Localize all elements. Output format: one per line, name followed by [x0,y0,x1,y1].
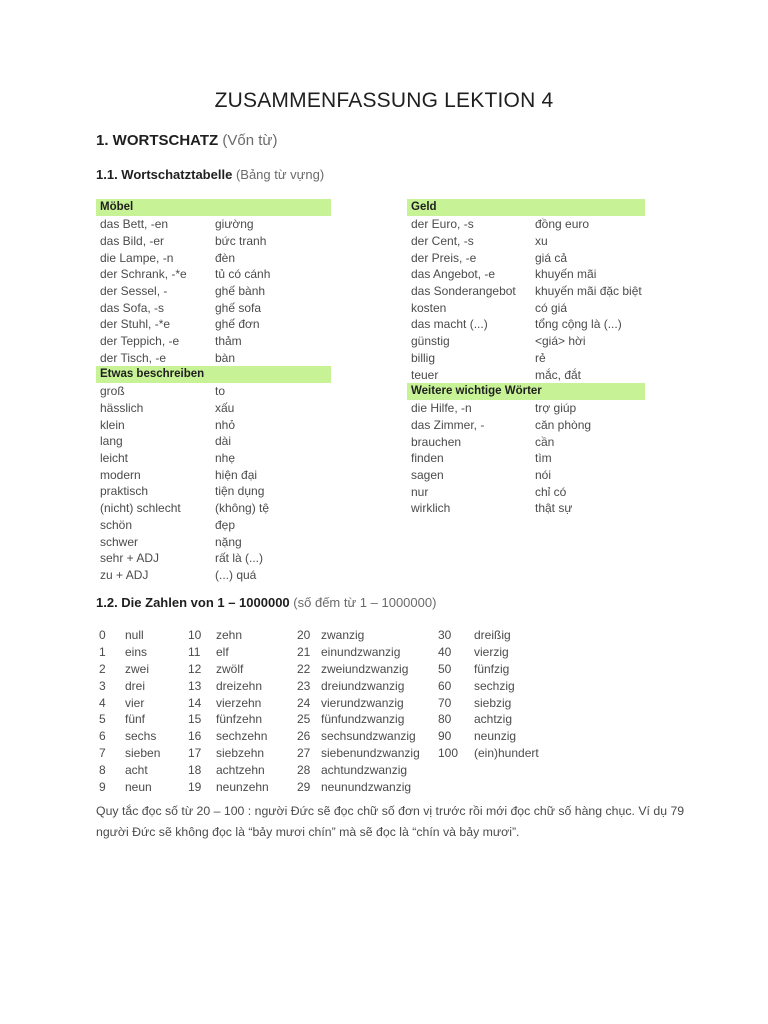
number-word: fünfundzwanzig [321,712,405,727]
note-line: Quy tắc đọc số từ 20 – 100 : người Đức sẽ đọc chữ số đơn vị trước rồi mới đọc chữ số hàng chục. Ví dụ 79 [96,804,685,818]
section-heading-label: 1. WORTSCHATZ [96,132,219,149]
section-heading-wortschatz [96,132,277,149]
number-digit: 29 [297,779,311,794]
vietnamese-translation: giá cả [535,250,568,265]
number-word: vierzig [474,645,509,660]
number-digit: 19 [188,779,202,794]
vocab-row [407,433,645,450]
vocab-table-geld [407,199,645,383]
number-row [188,644,269,661]
vietnamese-translation: chỉ có [535,484,567,499]
number-digit: 0 [99,628,106,643]
vocab-row [96,550,331,567]
german-term: der Sessel, - [100,284,168,299]
number-word: neunzig [474,729,517,744]
vietnamese-translation: to [215,384,226,399]
german-term: brauchen [411,434,462,449]
number-word: achtzig [474,712,513,727]
number-digit: 10 [188,628,202,643]
number-digit: 40 [438,645,452,660]
numbers-column-0-9 [99,627,160,795]
number-word: vier [125,695,145,710]
number-row [438,745,539,762]
german-term: praktisch [100,484,149,499]
german-term: die Hilfe, -n [411,401,472,416]
number-row [438,711,539,728]
german-term: der Stuhl, -*e [100,317,171,332]
number-digit: 9 [99,779,106,794]
number-word: vierundzwanzig [321,695,404,710]
number-word: drei [125,678,146,693]
number-row [188,778,269,795]
vocab-row [96,450,331,467]
german-term: das Sonderangebot [411,284,516,299]
vietnamese-translation: có giá [535,300,568,315]
number-word: dreizehn [216,678,263,693]
german-term: der Preis, -e [411,250,477,265]
vocab-table-header: Möbel [96,199,331,216]
number-digit: 25 [297,712,311,727]
vocab-row [96,216,331,233]
vocab-row [407,366,645,383]
number-row [99,677,160,694]
vietnamese-translation: tổng cộng là (...) [535,317,622,332]
german-term: das Bett, -en [100,217,169,232]
vocab-row [96,233,331,250]
number-digit: 60 [438,678,452,693]
vietnamese-translation: thật sự [535,501,573,516]
number-row [188,677,269,694]
german-term: hässlich [100,401,144,416]
number-digit: 11 [188,645,201,660]
vocab-row [407,266,645,283]
number-word: zwei [125,661,150,676]
number-row [297,661,420,678]
vietnamese-translation: giường [215,217,254,232]
vietnamese-translation: khuyến mãi [535,267,597,282]
number-digit: 28 [297,762,311,777]
note-line: người Đức sẽ không đọc là “bảy mươi chín” mà sẽ đọc là “chín và bảy mươi”. [96,825,520,839]
vocab-row [407,216,645,233]
number-row [99,728,160,745]
number-row [297,761,420,778]
number-word: fünfzig [474,661,510,676]
vietnamese-translation: nặng [215,534,242,549]
number-digit: 100 [438,745,459,760]
number-digit: 27 [297,745,311,760]
number-digit: 16 [188,729,202,744]
vietnamese-translation: nhỏ [215,417,236,432]
vietnamese-translation: đẹp [215,517,236,532]
number-row [188,661,269,678]
vocab-row [96,249,331,266]
number-digit: 13 [188,678,202,693]
number-row [99,778,160,795]
german-term: sehr + ADJ [100,551,160,566]
german-term: das Angebot, -e [411,267,496,282]
section-heading-subtitle: (Vốn từ) [222,132,278,149]
vietnamese-translation: (không) tệ [215,501,270,516]
number-word: neun [125,779,152,794]
vocab-table-etwas-beschreiben [96,366,331,583]
number-row [188,761,269,778]
german-term: groß [100,384,125,399]
number-word: sechs [125,729,157,744]
vietnamese-translation: thảm [215,334,242,349]
number-digit: 21 [297,645,311,660]
number-digit: 24 [297,695,311,710]
number-digit: 50 [438,661,452,676]
number-row [188,627,269,644]
vocab-row [407,233,645,250]
german-term: das Zimmer, - [411,418,485,433]
vietnamese-translation: ghế đơn [215,317,260,332]
vocab-table-rows [407,400,645,517]
number-word: achtundzwanzig [321,762,408,777]
vocab-table-rows [96,383,331,583]
vocab-row [96,266,331,283]
number-word: sechsundzwanzig [321,729,416,744]
number-row [297,745,420,762]
vietnamese-translation: xấu [215,401,235,416]
number-row [297,728,420,745]
vocab-table-rows [96,216,331,366]
vocab-table-header: Etwas beschreiben [96,366,331,383]
vietnamese-translation: bàn [215,350,236,365]
vocab-row [407,316,645,333]
german-term: klein [100,417,125,432]
number-row [99,761,160,778]
number-word: siebenundzwanzig [321,745,420,760]
vocab-row [407,299,645,316]
numbers-column-20-29 [297,627,420,795]
vietnamese-translation: rất là (...) [215,551,264,566]
german-term: finden [411,451,444,466]
number-digit: 26 [297,729,311,744]
number-word: zweiundzwanzig [321,661,409,676]
numbers-column-30-100 [438,627,539,761]
section-heading-label: 1.1. Wortschatztabelle [96,167,233,182]
number-word: eins [125,645,148,660]
number-row [99,711,160,728]
number-row [99,694,160,711]
vocab-row [96,517,331,534]
number-word: zehn [216,628,243,643]
number-row [438,661,539,678]
vietnamese-translation: đèn [215,250,236,265]
number-word: vierzehn [216,695,262,710]
vietnamese-translation: (...) quá [215,567,257,582]
section-heading-label: 1.2. Die Zahlen von 1 – 1000000 [96,595,290,610]
german-term: der Schrank, -*e [100,267,187,282]
german-term: wirklich [411,501,451,516]
number-digit: 1 [99,645,106,660]
number-word: null [125,628,144,643]
number-word: neunundzwanzig [321,779,412,794]
vietnamese-translation: đồng euro [535,217,590,232]
number-digit: 2 [99,661,106,676]
vocab-row [96,533,331,550]
number-digit: 8 [99,762,106,777]
vocab-row [96,283,331,300]
vocab-row [96,433,331,450]
german-term: günstig [411,334,450,349]
number-row [438,627,539,644]
number-row [99,745,160,762]
number-digit: 18 [188,762,202,777]
number-word: neunzehn [216,779,269,794]
number-word: sechzig [474,678,515,693]
number-digit: 15 [188,712,202,727]
vocab-table-rows [407,216,645,383]
number-word: einundzwanzig [321,645,401,660]
vocab-row [407,350,645,367]
number-row [188,745,269,762]
vocab-row [96,567,331,584]
number-digit: 7 [99,745,106,760]
number-word: siebzehn [216,745,265,760]
number-word: zwölf [216,661,244,676]
number-word: dreißig [474,628,511,643]
number-word: dreiundzwanzig [321,678,405,693]
vietnamese-translation: mắc, đắt [535,367,582,382]
reading-rule-note [96,801,756,843]
number-digit: 17 [188,745,202,760]
vocab-row [407,467,645,484]
vocab-row [96,500,331,517]
number-digit: 23 [297,678,311,693]
number-row [297,778,420,795]
german-term: zu + ADJ [100,567,149,582]
numbers-column-10-19 [188,627,269,795]
vocab-row [96,299,331,316]
vietnamese-translation: rẻ [535,350,546,365]
number-digit: 80 [438,712,452,727]
vietnamese-translation: ghế sofa [215,300,262,315]
vietnamese-translation: bức tranh [215,234,267,249]
german-term: schön [100,517,133,532]
vietnamese-translation: dài [215,434,232,449]
german-term: der Euro, -s [411,217,474,232]
number-row [188,711,269,728]
number-digit: 14 [188,695,202,710]
number-row [99,627,160,644]
german-term: kosten [411,300,447,315]
number-row [438,694,539,711]
number-word: fünfzehn [216,712,263,727]
vocab-row [407,500,645,517]
vietnamese-translation: căn phòng [535,418,592,433]
section-heading-subtitle: (Bảng từ vựng) [235,167,325,182]
german-term: das Sofa, -s [100,300,165,315]
number-word: achtzehn [216,762,265,777]
vocab-row [407,450,645,467]
number-digit: 70 [438,695,452,710]
vocab-row [96,466,331,483]
german-term: das Bild, -er [100,234,165,249]
vietnamese-translation: khuyến mãi đặc biệt [535,284,642,299]
german-term: schwer [100,534,139,549]
number-word: zwanzig [321,628,365,643]
vocab-table-header: Geld [407,199,645,216]
section-heading-wortschatztabelle [96,167,324,182]
german-term: billig [411,350,436,365]
vietnamese-translation: xu [535,234,548,249]
vocab-row [96,333,331,350]
number-word: sechzehn [216,729,268,744]
number-digit: 30 [438,628,452,643]
number-row [297,711,420,728]
number-row [99,661,160,678]
german-term: die Lampe, -n [100,250,174,265]
german-term: sagen [411,468,444,483]
number-digit: 22 [297,661,311,676]
german-term: der Tisch, -e [100,350,167,365]
vocab-table-header: Weitere wichtige Wörter [407,383,645,400]
german-term: modern [100,467,141,482]
number-row [297,644,420,661]
german-term: der Teppich, -e [100,334,180,349]
number-word: sieben [125,745,161,760]
number-digit: 6 [99,729,106,744]
vocab-row [407,417,645,434]
number-row [438,677,539,694]
vocab-row [96,416,331,433]
number-row [297,694,420,711]
vietnamese-translation: nói [535,468,552,483]
vietnamese-translation: nhẹ [215,451,236,466]
vocab-row [407,333,645,350]
vocab-table-weitere-wichtige-woerter [407,383,645,517]
vocab-row [407,249,645,266]
number-digit: 3 [99,678,106,693]
vocab-row [96,316,331,333]
vocab-row [407,483,645,500]
vietnamese-translation: tiện dụng [215,484,265,499]
number-row [99,644,160,661]
vietnamese-translation: trợ giúp [535,401,577,416]
number-word: elf [216,645,229,660]
german-term: teuer [411,367,439,382]
number-digit: 20 [297,628,311,643]
german-term: lang [100,434,123,449]
document-title: ZUSAMMENFASSUNG LEKTION 4 [214,89,554,112]
vietnamese-translation: cần [535,434,555,449]
vocab-row [96,400,331,417]
number-digit: 5 [99,712,106,727]
number-row [438,644,539,661]
vocab-row [96,383,331,400]
vocab-row [407,400,645,417]
number-digit: 90 [438,729,452,744]
german-term: das macht (...) [411,317,488,332]
german-term: der Cent, -s [411,234,474,249]
number-row [297,627,420,644]
number-row [438,728,539,745]
vietnamese-translation: tủ có cánh [215,267,271,282]
number-digit: 4 [99,695,106,710]
vocab-table-moebel [96,199,331,366]
section-heading-subtitle: (số đếm từ 1 – 1000000) [293,595,437,610]
vietnamese-translation: hiện đại [215,467,258,482]
german-term: leicht [100,451,129,466]
section-heading-zahlen [96,595,436,610]
number-row [188,728,269,745]
vietnamese-translation: ghế bành [215,284,266,299]
number-digit: 12 [188,661,202,676]
vocab-row [407,283,645,300]
number-word: acht [125,762,148,777]
number-word: fünf [125,712,146,727]
number-word: siebzig [474,695,512,710]
number-word: (ein)hundert [474,745,539,760]
vietnamese-translation: <giá> hời [535,334,586,349]
vietnamese-translation: tìm [535,451,552,466]
german-term: nur [411,484,429,499]
vocab-row [96,483,331,500]
number-row [297,677,420,694]
vocab-row [96,350,331,367]
german-term: (nicht) schlecht [100,501,181,516]
number-row [188,694,269,711]
